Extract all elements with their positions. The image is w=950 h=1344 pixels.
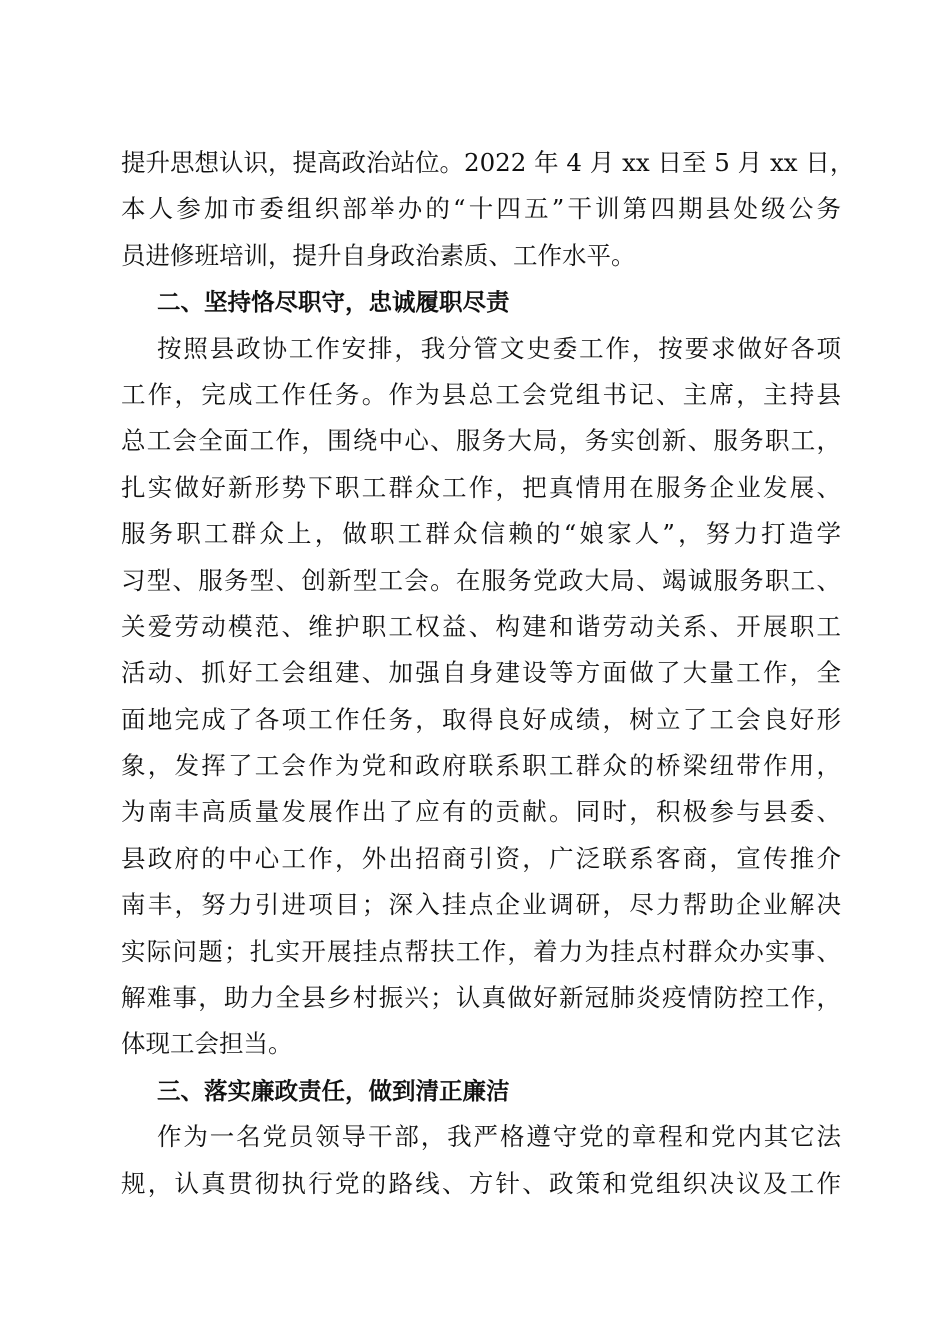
text-line: 县政府的中心工作，外出招商引资，广泛联系客商，宣传推介 [121,843,841,873]
section-heading-3: 三、落实廉政责任，做到清正廉洁 [157,1076,510,1105]
text-line: 按照县政协工作安排，我分管文史委工作，按要求做好各项 [157,333,841,363]
section-heading-2: 二、坚持恪尽职守，忠诚履职尽责 [157,288,510,317]
paragraph-intro [121,140,855,279]
text-line: 工作，完成工作任务。作为县总工会党组书记、主席，主持县 [121,379,841,409]
text-line: 本人参加市委组织部举办的“十四五”干训第四期县处级公务 [121,194,841,224]
text-line: 关爱劳动模范、维护职工权益、构建和谐劳动关系、开展职工 [121,611,841,641]
text-line: 总工会全面工作，围绕中心、服务大局，务实创新、服务职工， [121,426,841,456]
paragraph-duties [121,326,841,1068]
text-line: 面地完成了各项工作任务，取得良好成绩，树立了工会良好形 [121,704,841,734]
text-line: 提升思想认识，提高政治站位。2022 年 4 月 xx 日至 5 月 xx 日， [121,148,855,177]
text-line: 解难事，助力全县乡村振兴；认真做好新冠肺炎疫情防控工作， [121,983,841,1013]
text-line: 为南丰高质量发展作出了应有的贡献。同时，积极参与县委、 [121,797,841,827]
text-line: 体现工会担当。 [121,1029,293,1059]
text-line: 规，认真贯彻执行党的路线、方针、政策和党组织决议及工作 [121,1168,841,1198]
document-body [121,140,855,1207]
paragraph-integrity [121,1114,841,1207]
text-line: 习型、服务型、创新型工会。在服务党政大局、竭诚服务职工、 [121,565,841,595]
text-line: 实际问题；扎实开展挂点帮扶工作，着力为挂点村群众办实事、 [121,936,841,966]
text-line: 活动、抓好工会组建、加强自身建设等方面做了大量工作，全 [121,658,841,688]
text-line: 南丰，努力引进项目；深入挂点企业调研，尽力帮助企业解决 [121,890,841,920]
text-line: 服务职工群众上，做职工群众信赖的“娘家人”，努力打造学 [121,519,841,549]
text-line: 作为一名党员领导干部，我严格遵守党的章程和党内其它法 [157,1122,841,1152]
text-line: 员进修班培训，提升自身政治素质、工作水平。 [121,240,636,270]
text-line: 扎实做好新形势下职工群众工作，把真情用在服务企业发展、 [121,472,841,502]
text-line: 象，发挥了工会作为党和政府联系职工群众的桥梁纽带作用， [121,751,841,781]
